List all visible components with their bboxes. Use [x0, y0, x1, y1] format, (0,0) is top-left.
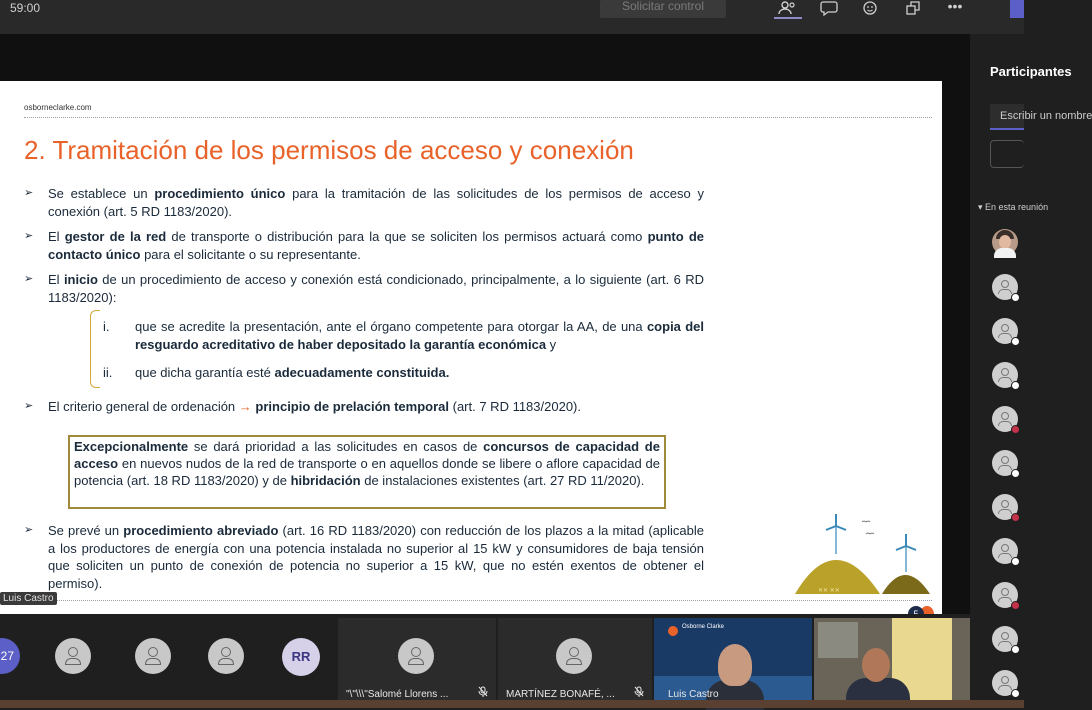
bullet-item: ➢ El gestor de la red de transporte o distribución para la que se soliciten los permisos actuará como punto de contacto único para el solicitante o su representante.: [24, 229, 704, 262]
sub-item: ii. que dicha garantía esté adecuadamente constituida.: [103, 365, 450, 380]
slide-title: 2. Tramitación de los permisos de acceso y conexión: [24, 135, 634, 165]
participant-gallery: [0, 614, 970, 708]
participant-initials-avatar[interactable]: RR: [282, 638, 320, 676]
participant-avatar[interactable]: [992, 450, 1018, 476]
brand-logo-icon: [668, 626, 678, 636]
bullet-item: ➢ Se prevé un procedimiento abreviado (art. 16 RD 1183/2020) con reducción de los plazos a la mitad (aplicable a los productores de energía con una potencia instalada no superior al 15 kW y consumidores de baja tensión que soliciten un punto de conexión de potencia no superior a 15 kW, que no estén exentos de obtener el permiso).: [24, 523, 704, 591]
arrow-right-icon: →: [238, 399, 252, 414]
leave-button[interactable]: [1010, 0, 1024, 18]
participant-video[interactable]: [654, 618, 812, 704]
participant-name: MARTÍNEZ BONAFÉ, ...: [506, 689, 615, 700]
participant-tile[interactable]: [498, 618, 652, 704]
bottom-divider: [24, 600, 932, 601]
bullet-item: ➢ El criterio general de ordenación → principio de prelación temporal (art. 7 RD 1183/2020).: [24, 399, 581, 414]
bullet-arrow-icon: ➢: [24, 273, 34, 285]
slide-source-url: osborneclarke.com: [24, 103, 92, 112]
highlight-box: Excepcionalmente se dará prioridad a las solicitudes en casos de concursos de capacidad de acceso en nuevos nudos de la red de transporte o en aquellos donde se libere o aflore capacidad de potencia (art. 18 RD 1183/2020) y de hibridación de instalaciones existentes (art. 27 RD 11/2020).: [68, 435, 666, 509]
reactions-icon[interactable]: [860, 0, 882, 18]
chat-icon[interactable]: [818, 0, 840, 18]
participant-avatar: [398, 638, 434, 674]
participant-avatar[interactable]: [992, 362, 1018, 388]
wind-turbine-illustration: [790, 506, 935, 596]
bullet-item: ➢ El inicio de un procedimiento de acceso y conexión está condicionado, principalmente, a lo siguiente (art. 6 RD 1183/2020):: [24, 272, 705, 305]
participant-name: Luis Castro: [668, 689, 719, 700]
meeting-timer: 59:00: [10, 1, 41, 15]
presenter-name-tag: Luis Castro: [0, 592, 57, 605]
meeting-toolbar: [0, 0, 1024, 34]
bullet-arrow-icon: ➢: [24, 187, 34, 199]
bullet-item: ➢ Se establece un procedimiento único para la tramitación de las solicitudes de los permisos de acceso y conexión (art. 5 RD 1183/2020).: [24, 186, 704, 219]
brand-logo-text: Osborne Clarke: [682, 624, 725, 630]
participant-tile[interactable]: [338, 618, 496, 704]
participant-avatar[interactable]: [992, 406, 1018, 432]
panel-action-button[interactable]: [990, 140, 1024, 168]
sub-item: i. que se acredite la presentación, ante el órgano competente para otorgar la AA, de una copia del resguardo acreditativo de haber depositado la garantía económica y: [103, 319, 704, 352]
bullet-arrow-icon: ➢: [24, 230, 34, 242]
participant-avatar[interactable]: [992, 494, 1018, 520]
svg-text:✕✕ ✕✕: ✕✕ ✕✕: [818, 588, 840, 594]
presentation-slide: [0, 81, 942, 634]
participants-panel: [970, 34, 1092, 614]
participant-avatar[interactable]: [992, 582, 1018, 608]
shared-screen: [0, 34, 970, 614]
bullet-arrow-icon: ➢: [24, 400, 34, 412]
participant-avatar[interactable]: [992, 274, 1018, 300]
participant-avatar[interactable]: [55, 638, 91, 674]
participant-avatar[interactable]: [992, 318, 1018, 344]
more-icon[interactable]: •••: [947, 0, 963, 14]
top-divider: [24, 117, 932, 118]
mic-off-icon: [478, 686, 488, 700]
participant-avatar: [556, 638, 592, 674]
participant-search-input[interactable]: Escribir un nombre: [990, 104, 1024, 130]
panel-title: Participantes: [990, 64, 1072, 79]
participant-avatar[interactable]: [208, 638, 244, 674]
mic-off-icon: [634, 686, 644, 700]
request-control-button[interactable]: Solicitar control: [600, 0, 726, 18]
overflow-count[interactable]: 27: [0, 638, 20, 674]
section-header[interactable]: ▾ En esta reunión: [978, 202, 1049, 212]
participant-name: "\"\\\"Salomé Llorens ...: [346, 689, 449, 700]
participant-avatar[interactable]: [992, 538, 1018, 564]
participant-avatar[interactable]: [135, 638, 171, 674]
bullet-arrow-icon: ➢: [24, 524, 34, 536]
active-tab-indicator: [774, 17, 802, 19]
rooms-icon[interactable]: [902, 0, 924, 18]
participant-avatar[interactable]: [992, 229, 1018, 255]
bottom-edge: [0, 700, 1024, 708]
participant-avatar[interactable]: [992, 670, 1018, 696]
participant-avatar[interactable]: [992, 626, 1018, 652]
participant-video[interactable]: [814, 618, 970, 704]
people-icon[interactable]: [776, 0, 798, 18]
